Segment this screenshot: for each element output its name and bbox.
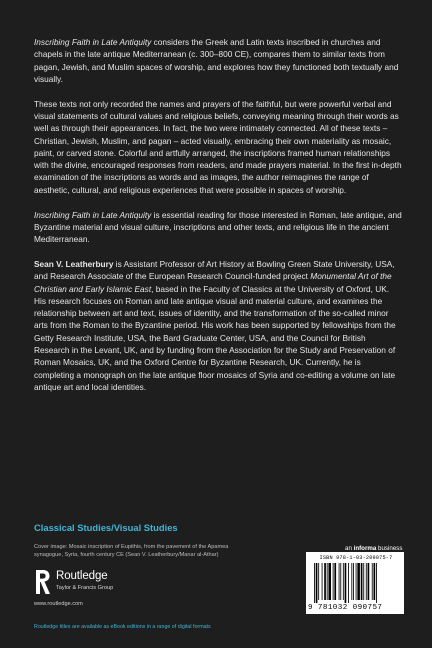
publisher-logo: [34, 568, 144, 598]
author-bio: Sean V. Leatherbury is Assistant Professor of Art History at Bowling Green State University, USA, and Research Associate of the European Research Council-funded project Monumental Art of the Christian and Early Islamic East, based in the Faculty of Classics at the University of Oxford, UK. His research focuses on Roman and late antique visual and material culture, and examines the relationship between art and text, issues of identity, and the transformation of the so-called minor arts from the Roman to the Byzantine period. His work has been supported by fellowships from the Getty Research Institute, USA, the Bard Graduate Center, USA, and the Council for British Research in the Levant, UK, and by funding from the Association for the Study and Preservation of Roman Mosaics, UK, and the Oxford Centre for Byzantine Research, UK. Currently, he is completing a monograph on the late antique floor mosaics of Syria and co-editing a volume on late antique art and local identities.: [34, 258, 396, 392]
routledge-r-icon: [34, 568, 52, 596]
informa-brand: informa: [353, 545, 377, 552]
publisher-group: Taylor & Francis Group: [56, 585, 114, 591]
author-name: Sean V. Leatherbury: [34, 258, 114, 269]
publisher-website[interactable]: www.routledge.com: [34, 601, 83, 607]
book-title-italic: Inscribing Faith in Late Antiquity: [34, 209, 152, 220]
ebook-note: Routledge titles are available as eBook editions in a range of digital formats: [34, 624, 211, 630]
cover-image-credit: Cover image: Mosaic inscription of Eupithis, from the pavement of the Apamea synagogue, Syria, fourth century CE (Sean V. Leatherbury/Manar al-Athar): [34, 544, 229, 558]
back-cover-text: [34, 36, 402, 406]
barcode-panel: [306, 552, 404, 614]
description-paragraph-1: Inscribing Faith in Late Antiquity considers the Greek and Latin texts inscribed in churches and chapels in the late antique Mediterranean (c. 300–800 CE), compares them to similar texts from pagan, Jewish, and Muslim spaces of worship, and explores how they functioned both textually and visually.: [34, 37, 399, 84]
project-title: Monumental Art of the Christian and Early Islamic East: [34, 271, 392, 294]
description-paragraph-2: These texts not only recorded the names and prayers of the faithful, but were powerful verbal and visual statements of cultural values and religious beliefs, conveying meaning through their words as well as through their appearances. In fact, the two were intimately connected. All of these texts – Christian, Jewish, Muslim, and pagan – acted visually, embracing their own materiality as mosaic, paint, or carved stone. Colorful and artfully arranged, the inscriptions framed human relationships with the divine, encouraged responses from readers, and made prayers material. In the first in-depth examination of the inscriptions as words and as images, the author reimagines the range of aesthetic, cultural, and religious experiences that were possible in spaces of worship.: [34, 98, 402, 195]
publisher-name: Routledge: [56, 570, 108, 582]
subject-category: Classical Studies/Visual Studies: [34, 522, 178, 533]
barcode-digits: 9 781032 090757: [308, 604, 383, 612]
isbn-text: ISBN 978-1-03-209075-7: [319, 555, 393, 561]
informa-tagline: an informa business: [345, 545, 403, 552]
book-title-italic: Inscribing Faith in Late Antiquity: [34, 37, 152, 47]
barcode-icon: [314, 563, 398, 603]
description-paragraph-3: Inscribing Faith in Late Antiquity is essential reading for those interested in Roman, late antique, and Byzantine material and visual culture, inscriptions and other texts, and religious life in the ancient Mediterranean.: [34, 209, 402, 245]
